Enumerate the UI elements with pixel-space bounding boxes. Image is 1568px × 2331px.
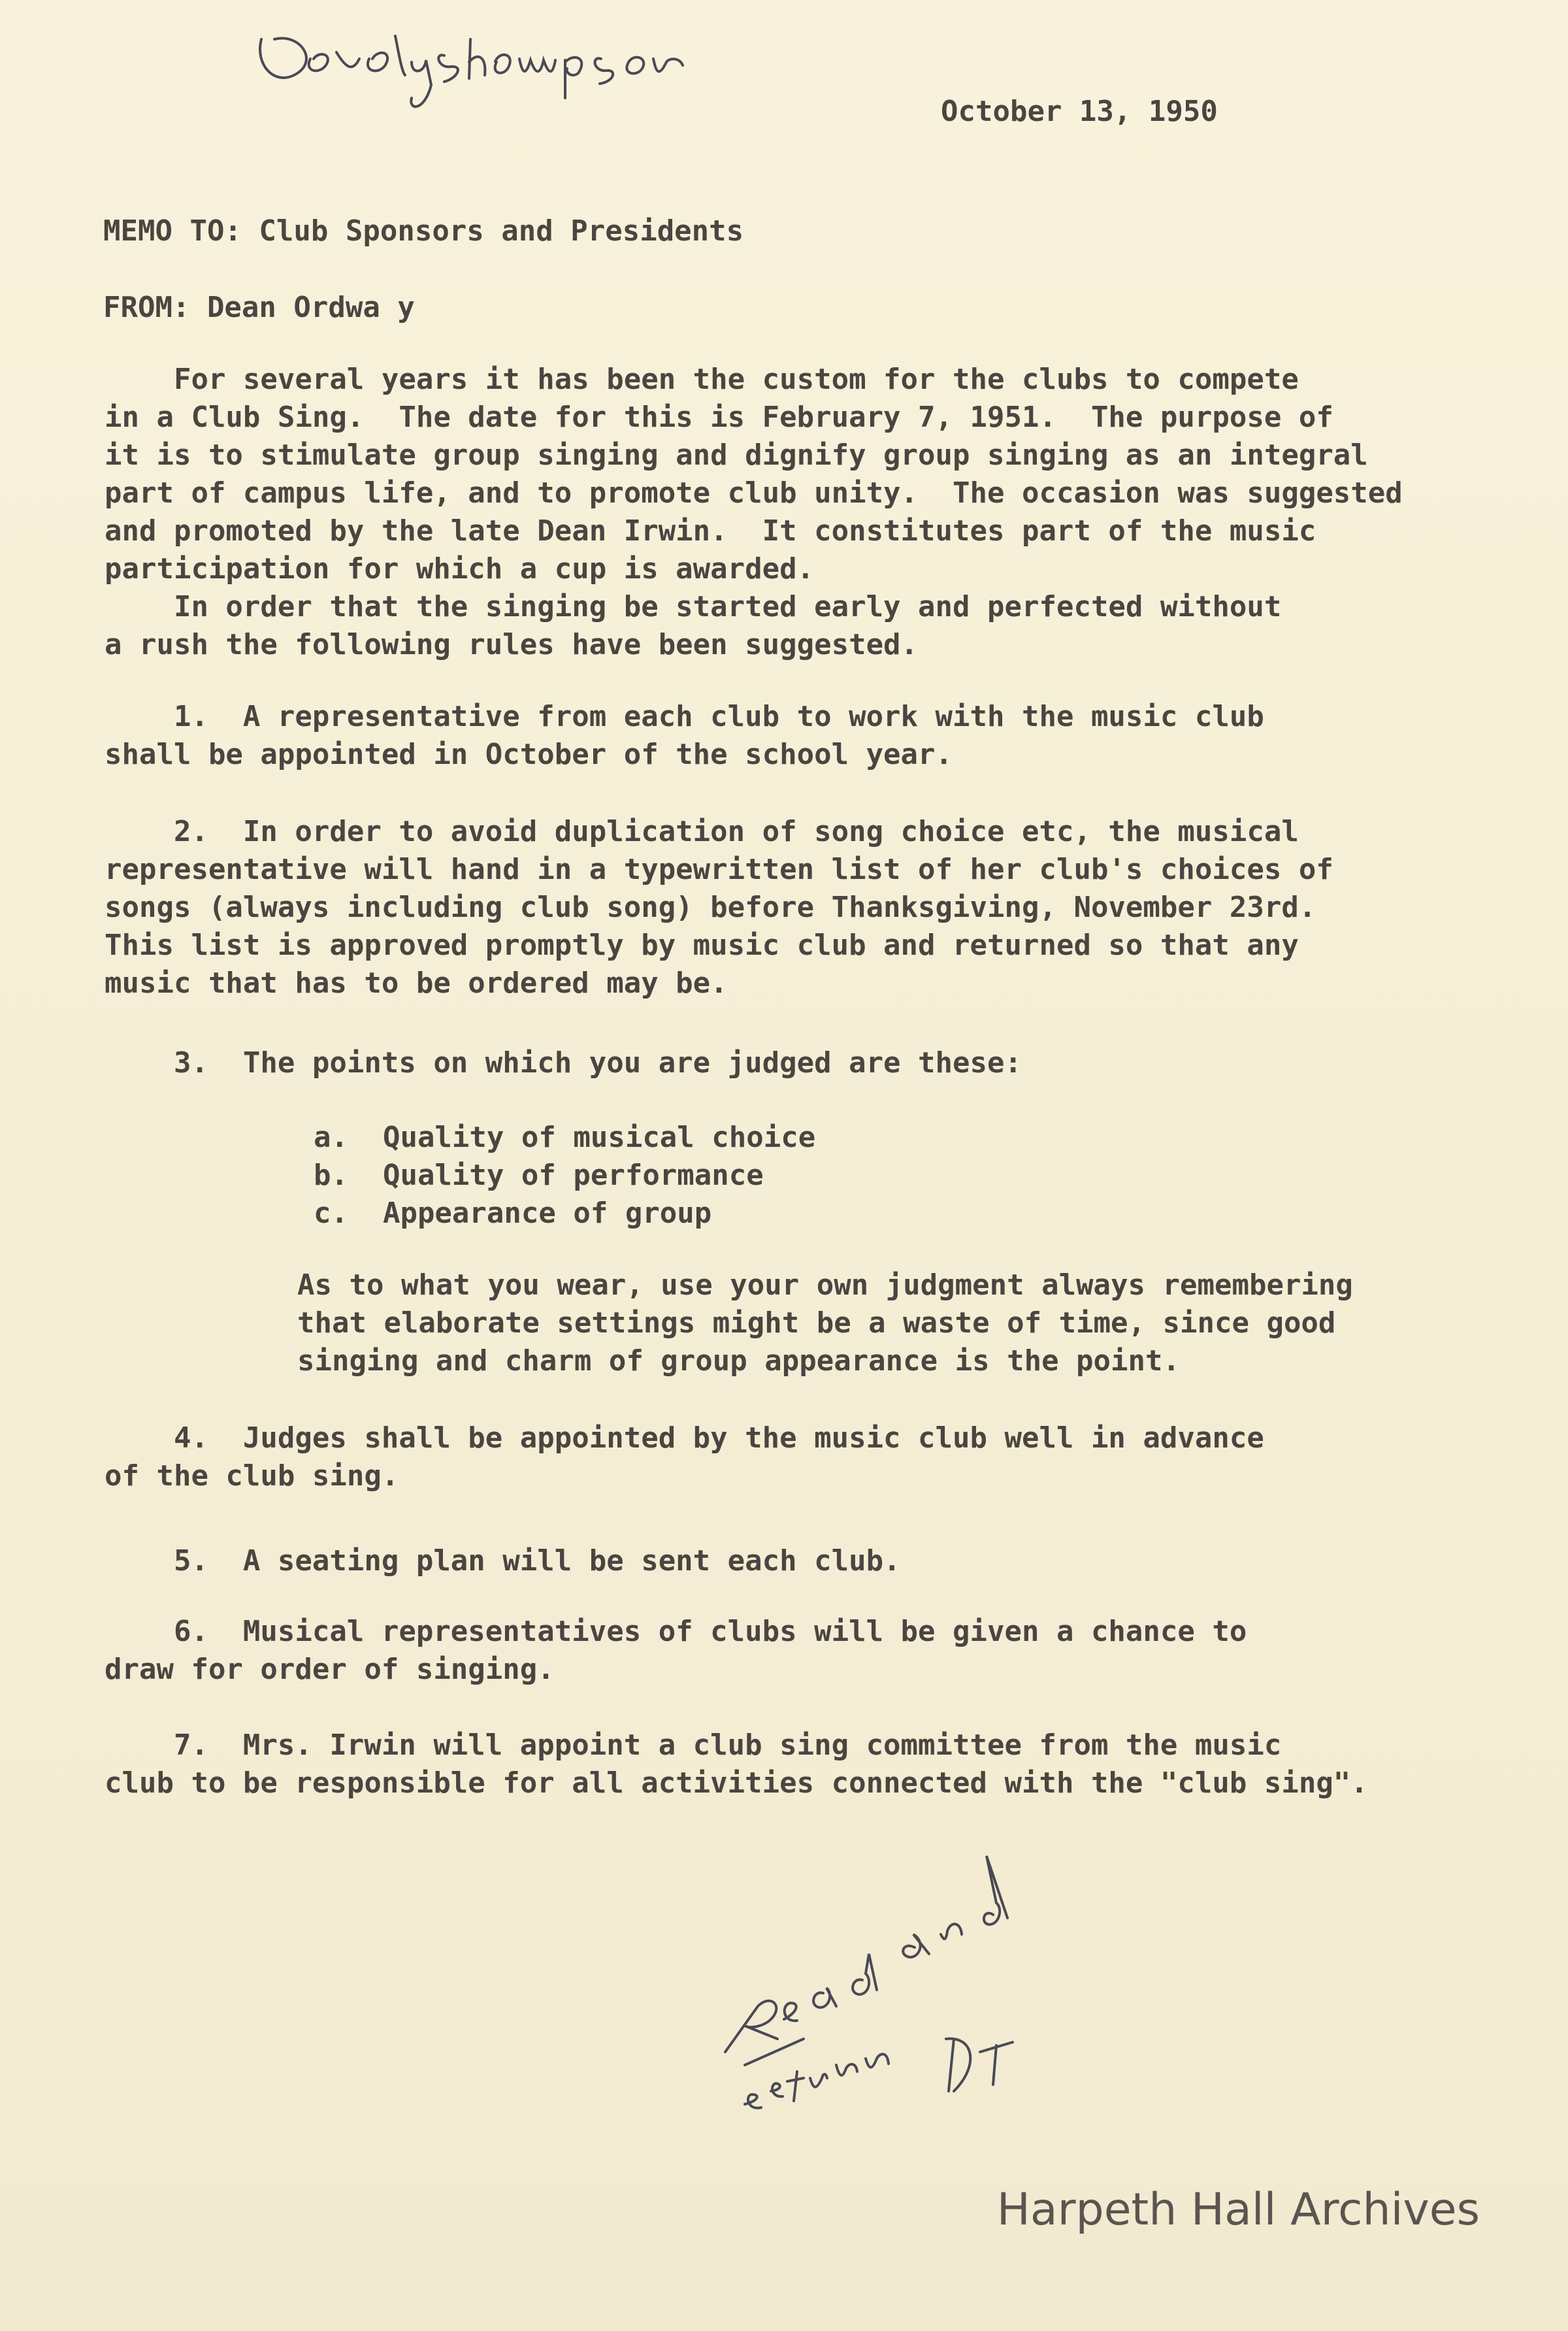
attire-note [297, 1266, 1353, 1380]
text-line: and promoted by the late Dean Irwin. It constitutes part of the music [105, 514, 1316, 548]
rule-6 [105, 1613, 1509, 1689]
handwritten-annotation [706, 1843, 1111, 2157]
judging-criteria-list [314, 1119, 815, 1232]
rule-4 [105, 1419, 1509, 1495]
text-line: participation for which a cup is awarded. [105, 552, 815, 586]
text-line: In order that the singing be started early and perfected without [105, 590, 1282, 623]
text-line: shall be appointed in October of the school year. [105, 738, 953, 771]
text-line: representative will hand in a typewritten list of her club's choices of [105, 853, 1333, 886]
text-line: singing and charm of group appearance is the point. [297, 1344, 1181, 1378]
text-line: that elaborate settings might be a waste of time, since good [297, 1306, 1336, 1340]
rule-5 [105, 1542, 1509, 1580]
rule-2 [105, 813, 1509, 1002]
archive-watermark: Harpeth Hall Archives [996, 2184, 1480, 2236]
rules-intro-paragraph [105, 588, 1509, 664]
memo-to-line: MEMO TO: Club Sponsors and Presidents [103, 214, 744, 248]
text-line: in a Club Sing. The date for this is February 7, 1951. The purpose of [105, 401, 1333, 434]
text-line: As to what you wear, use your own judgment always remembering [297, 1268, 1353, 1302]
rule-1 [105, 698, 1509, 774]
rule-7 [105, 1727, 1509, 1802]
text-line: 6. Musical representatives of clubs will be given a chance to [105, 1615, 1247, 1648]
text-line: 5. A seating plan will be sent each club. [105, 1544, 901, 1578]
memo-from-line: FROM: Dean Ordwa y [103, 291, 415, 324]
text-line: of the club sing. [105, 1459, 399, 1493]
list-item: c. Appearance of group [314, 1197, 712, 1230]
text-line: 1. A representative from each club to work with the music club [105, 700, 1264, 733]
text-line: part of campus life, and to promote club unity. The occasion was suggested [105, 476, 1403, 510]
text-line: a rush the following rules have been suggested. [105, 628, 919, 661]
text-line: music that has to be ordered may be. [105, 967, 728, 1000]
handwritten-signature [248, 13, 954, 124]
text-line: it is to stimulate group singing and dignify group singing as an integral [105, 438, 1368, 472]
text-line: songs (always including club song) before Thanksgiving, November 23rd. [105, 891, 1316, 924]
text-line: 3. The points on which you are judged are these: [105, 1046, 1022, 1080]
text-line: 4. Judges shall be appointed by the music club well in advance [105, 1421, 1264, 1455]
text-line: 2. In order to avoid duplication of song choice etc, the musical [105, 815, 1299, 848]
rule-3 [105, 1044, 1509, 1082]
list-item: b. Quality of performance [314, 1159, 764, 1192]
memo-date: October 13, 1950 [941, 95, 1218, 128]
text-line: For several years it has been the custom for the clubs to compete [105, 363, 1299, 396]
text-line: draw for order of singing. [105, 1653, 555, 1686]
text-line: 7. Mrs. Irwin will appoint a club sing committee from the music [105, 1728, 1282, 1762]
text-line: This list is approved promptly by music club and returned so that any [105, 929, 1299, 962]
intro-paragraph [105, 361, 1509, 588]
list-item: a. Quality of musical choice [314, 1121, 816, 1154]
text-line: club to be responsible for all activities connected with the "club sing". [105, 1766, 1368, 1800]
